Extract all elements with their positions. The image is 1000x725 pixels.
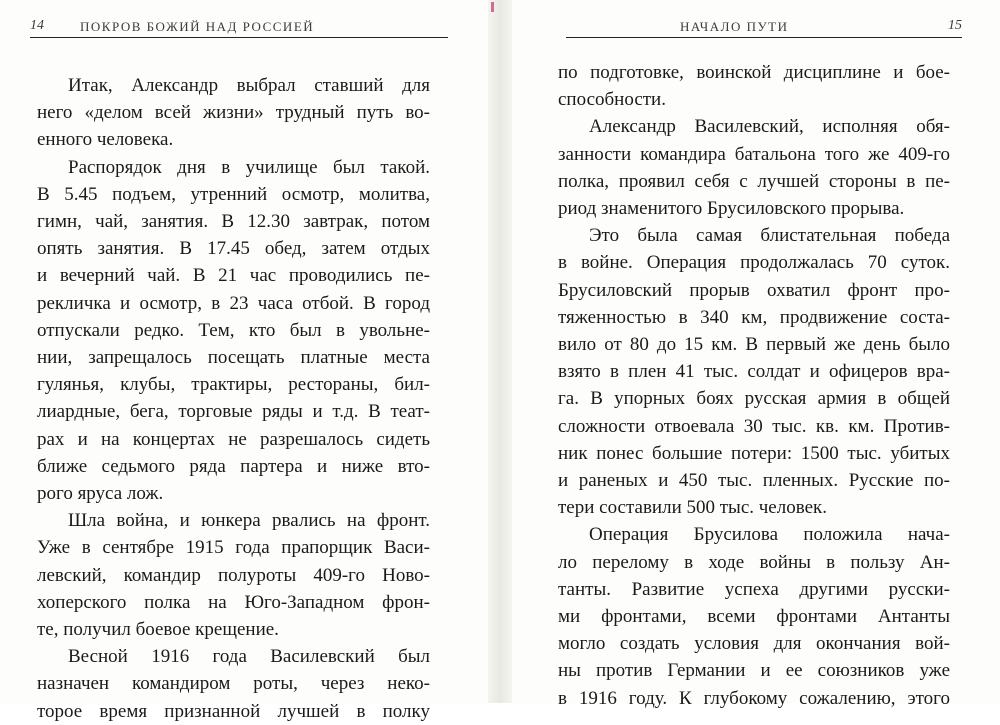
text-line: ми фронтами, всеми фронтами Антанты (558, 606, 950, 628)
text-line: левский, командир полуроты 409-го Ново- (37, 564, 430, 586)
text-line: гулянья, клубы, трактиры, рестораны, бил- (37, 374, 430, 396)
text-line: Это была самая блистательная победа (589, 225, 950, 247)
text-line: гимн, чай, занятия. В 12.30 завтрак, потом (37, 211, 430, 233)
text-line: Итак, Александр выбрал ставший для (68, 75, 430, 96)
text-line: могло создать условия для окончания вой- (558, 633, 950, 655)
text-line: по подготовке, воинской дисциплине и бое- (558, 62, 950, 83)
text-line: занности командира батальона того же 409-го (558, 143, 950, 165)
text-line: Уже в сентябре 1915 года прапорщик Васи- (37, 537, 430, 559)
text-line: Брусиловский прорыв охватил фронт про- (558, 279, 950, 301)
text-line: взято в плен 41 тыс. солдат и офицеров вра- (558, 361, 950, 383)
text-line: танты. Развитие успеха другими русски- (558, 578, 950, 600)
right-running-head (566, 16, 962, 38)
text-line: в войне. Операция продолжалась 70 суток. (558, 252, 950, 274)
text-line: лиардные, бега, торговые ряды и т.д. В теат- (37, 401, 430, 423)
right-running-head-title: НАЧАЛО ПУТИ (680, 19, 789, 34)
text-line: и вечерний чай. В 21 час проводились пе- (37, 265, 430, 287)
left-running-head-title: ПОКРОВ БОЖИЙ НАД РОССИЕЙ (80, 19, 315, 34)
text-line: га. В упорных боях русская армия в общей (558, 388, 950, 410)
text-line: Операция Брусилова положила нача- (589, 524, 950, 546)
book-gutter (488, 0, 512, 703)
text-line: способности. (558, 89, 666, 111)
text-line: Весной 1916 года Василевский был (68, 646, 430, 668)
text-line: те, получил боевое крещение. (37, 619, 279, 641)
text-line: Распорядок дня в училище был такой. (68, 156, 430, 178)
text-line: в 1916 году. К глубокому сожалению, этого (558, 687, 950, 709)
text-line: него «делом всей жизни» трудный путь во- (37, 102, 430, 124)
right-body-text (558, 59, 950, 712)
text-line: ближе седьмого ряда партера и ниже вто- (37, 455, 430, 477)
bookmark-mark (491, 2, 494, 12)
left-page (0, 0, 488, 722)
text-line: риод знаменитого Брусиловского прорыва. (558, 198, 905, 220)
text-line: В 5.45 подъем, утренний осмотр, молитва, (37, 183, 430, 205)
text-line: хоперского полка на Юго-Западном фрон- (37, 591, 430, 613)
text-line: торое время признанной лучшей в полку (37, 700, 430, 722)
left-page-number: 14 (30, 18, 44, 33)
left-header-rule (30, 37, 448, 38)
text-line: тери составили 500 тыс. человек. (558, 497, 827, 519)
text-line: енного человека. (37, 129, 174, 151)
text-line: назначен командиром роты, через неко- (37, 673, 430, 695)
text-line: рекличка и осмотр, в 23 часа отбой. В город (37, 292, 430, 314)
text-line: вило от 80 до 15 км. В первый же день было (558, 334, 950, 356)
right-page-number: 15 (948, 18, 962, 33)
text-line: нии, запрещалось посещать платные места (37, 347, 430, 369)
text-line: полка, проявил себя с лучшей стороны в пе- (558, 170, 950, 192)
text-line: тяженностью в 340 км, продвижение соста- (558, 306, 950, 328)
right-page (512, 0, 1000, 709)
right-header-rule (566, 37, 962, 38)
left-running-head (30, 16, 448, 38)
text-line: ны против Германии и ее союзников уже (558, 660, 950, 682)
text-line: ник понес большие потери: 1500 тыс. убитых (558, 442, 950, 464)
text-line: и раненых и 450 тыс. пленных. Русские по- (558, 470, 950, 492)
left-body-text (37, 72, 430, 725)
text-line: Шла война, и юнкера рвались на фронт. (68, 510, 430, 532)
text-line: рах и на концертах не разрешалось сидеть (37, 428, 430, 450)
text-line: отпускали редко. Тем, кто был в увольне- (37, 319, 430, 341)
text-line: опять занятия. В 17.45 обед, затем отдых (37, 238, 430, 260)
text-line: рого яруса лож. (37, 483, 164, 505)
text-line: ло перелому в ходе войны в пользу Ан- (558, 551, 950, 573)
text-line: сложности отвоевала 30 тыс. кв. км. Против- (558, 415, 950, 437)
text-line: Александр Василевский, исполняя обя- (589, 116, 950, 138)
